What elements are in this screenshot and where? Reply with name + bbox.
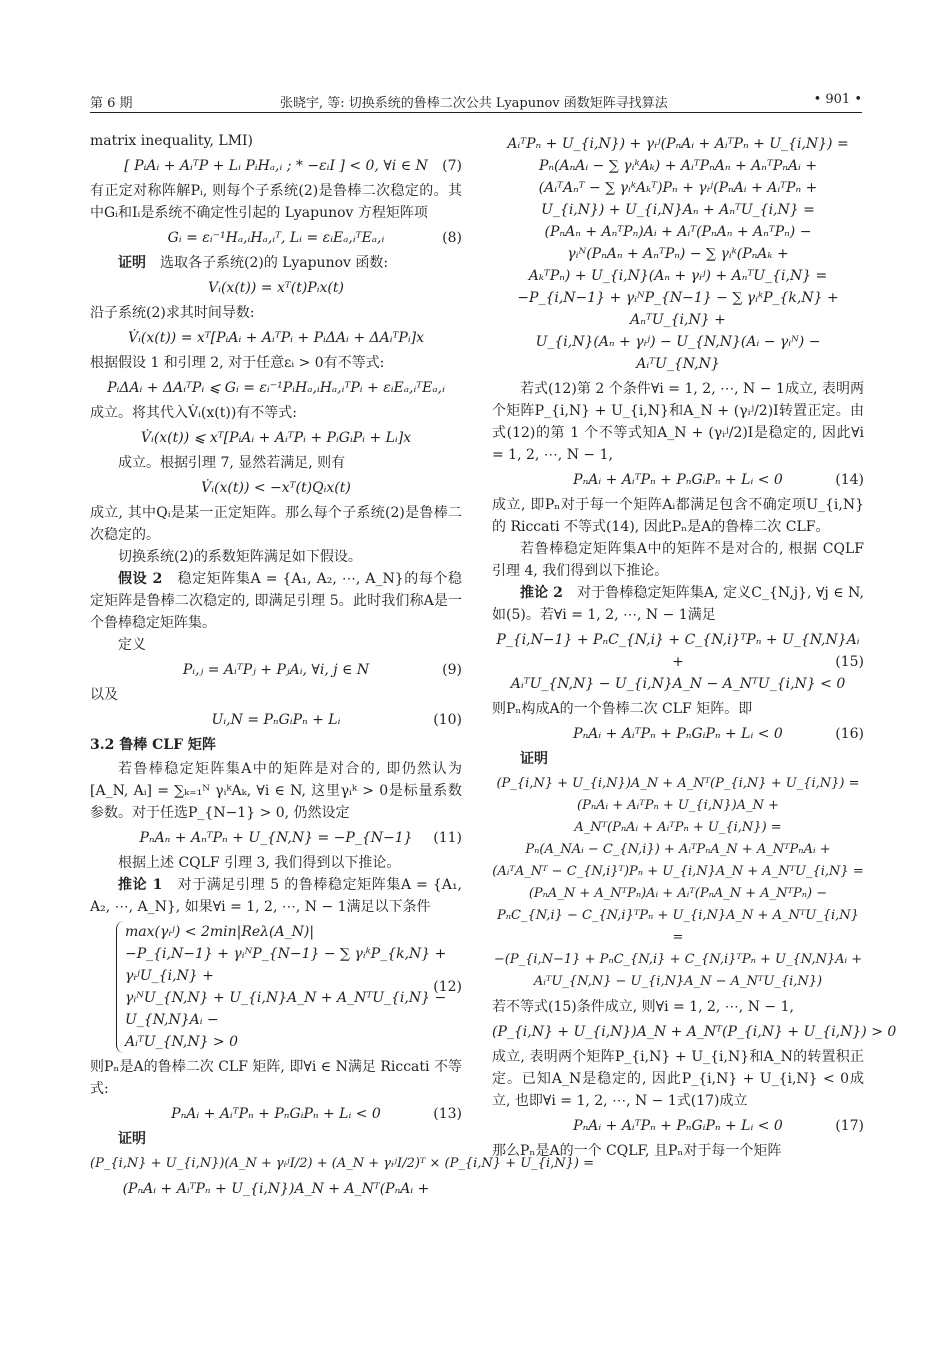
equation-derivative: V̇ᵢ(x(t)) = xᵀ[PᵢAᵢ + AᵢᵀPᵢ + PᵢΔAᵢ + ΔAᵢᵀPᵢ]x — [127, 330, 425, 346]
equation-11: PₙAₙ + AₙᵀPₙ + U_{N,N} = −P_{N−1} (11) — [139, 830, 462, 846]
equation-proof-line: (PₙAᵢ + AᵢᵀPₙ + U_{i,N})A_N + A_Nᵀ(PₙAᵢ + — [122, 1181, 430, 1197]
paragraph: 成立。将其代入V̇ᵢ(x(t))有不等式: — [90, 405, 298, 421]
proof-label: 证明 — [118, 1131, 146, 1147]
paragraph: 以及 — [90, 687, 118, 703]
equation-derivative-3: V̇ᵢ(x(t)) < −xᵀ(t)Qᵢx(t) — [201, 480, 351, 496]
proof-label: 证明 — [520, 751, 548, 767]
paragraph: 成立, 表明两个矩阵P_{i,N} + U_{i,N}和A_N的转置积正定。已知A_N是稳定的, 因此P_{i,N} + U_{i,N} < 0成立, 也即∀i = 1, 2, ⋯, N − 1式(17)成立 — [492, 1049, 864, 1109]
corollary-1: 推论 1 对于满足引理 5 的鲁棒稳定矩阵集A = {A₁, A₂, ⋯, A_N}, 如果∀i = 1, 2, ⋯, N − 1满足以下条件 — [90, 877, 463, 915]
paragraph: 切换系统(2)的系数矩阵满足如下假设。 — [118, 549, 362, 565]
page-number: • 901 • — [813, 92, 862, 107]
paragraph: 则Pₙ是A的鲁棒二次 CLF 矩阵, 即∀i ∈ N满足 Riccati 不等式: — [90, 1059, 462, 1097]
paragraph: 则Pₙ构成A的一个鲁棒二次 CLF 矩阵。即 — [492, 701, 753, 717]
equation-16: PₙAᵢ + AᵢᵀPₙ + PₙGᵢPₙ + Lᵢ < 0 (16) — [573, 726, 864, 742]
paragraph: 若鲁棒稳定矩阵集A中的矩阵不是对合的, 根据 CQLF 引理 4, 我们得到以下推论。 — [492, 541, 864, 579]
running-header — [90, 90, 862, 113]
equation-positive: (P_{i,N} + U_{i,N})A_N + A_Nᵀ(P_{i,N} + U_{i,N}) > 0 — [492, 1024, 897, 1040]
equation-17: PₙAᵢ + AᵢᵀPₙ + PₙGᵢPₙ + Lᵢ < 0 (17) — [573, 1118, 864, 1134]
paragraph: 沿子系统(2)求其时间导数: — [90, 305, 255, 321]
paragraph: 那么Pₙ是A的一个 CQLF, 且Pₙ对于每一个矩阵 — [492, 1143, 782, 1159]
equation-10: Uᵢ,N = PₙGᵢPₙ + Lᵢ (10) — [211, 712, 462, 728]
corollary-2: 推论 2 对于鲁棒稳定矩阵集A, 定义C_{N,j}, ∀j ∈ N, 如(5)。若∀i = 1, 2, ⋯, N − 1满足 — [492, 585, 864, 623]
paragraph: matrix inequality, LMI) — [90, 133, 254, 149]
equation-7: [ PᵢAᵢ + AᵢᵀP + Lᵢ PᵢHₐ,ᵢ ; * −εᵢI ] < 0, ∀i ∈ N (7) — [124, 158, 462, 174]
assumption-2: 假设 2 稳定矩阵集A = {A₁, A₂, ⋯, A_N}的每个稳定矩阵是鲁棒二次稳定的, 即满足引理 5。此时我们称A是一个鲁棒稳定矩阵集。 — [90, 571, 463, 631]
paragraph: 成立, 即Pₙ对于每一个矩阵Aᵢ都满足包含不确定项U_{i,N}的 Riccati 不等式(14), 因此Pₙ是A的鲁棒二次 CLF。 — [492, 497, 864, 535]
paragraph: 若鲁棒稳定矩阵集A中的矩阵是对合的, 即仍然认为[A_N, Aᵢ] = ∑ₖ₌₁ᴺ γᵢᵏAₖ, ∀i ∈ N, 这里γᵢᵏ > 0是标量系数参数。对于任选P_{N−1} > 0, 仍然设定 — [90, 761, 462, 821]
paragraph: 根据上述 CQLF 引理 3, 我们得到以下推论。 — [118, 855, 401, 871]
equation-9: Pᵢ,ⱼ = AᵢᵀPⱼ + PⱼAᵢ, ∀i, j ∈ N (9) — [182, 662, 462, 678]
equation-derivative-2: V̇ᵢ(x(t)) ⩽ xᵀ[PᵢAᵢ + AᵢᵀPᵢ + PᵢGᵢPᵢ + Lᵢ]x — [140, 430, 412, 446]
equation-proof-2: (P_{i,N} + U_{i,N})A_N + A_Nᵀ(P_{i,N} + U_{i,N}) = (PₙAᵢ + AᵢᵀPₙ + U_{i,N})A_N + A_Nᵀ(PₙAᵢ + AᵢᵀPₙ + U_{i,N}) = Pₙ(A_NAᵢ − C_{N,i}) + AᵢᵀPₙA_N + A_NᵀPₙAᵢ + (AᵢᵀA_Nᵀ − C_{N,i}ᵀ)Pₙ + U_{i,N}A_N + A_NᵀU_{i,N} = (PₙA_N + A_NᵀPₙ)Aᵢ + Aᵢᵀ(PₙA_N + A_NᵀPₙ) − PₙC_{N,i} − C_{N,i}ᵀPₙ + U_{i,N}A_N + A_NᵀU_{i,N} = −(P_{i,N−1} + PₙC_{N,i} + C_{N,i}ᵀPₙ + U_{N,N}Aᵢ + AᵢᵀU_{N,N} − U_{i,N}A_N − A_NᵀU_{i,N}) — [492, 776, 864, 989]
equation-12: max(γᵢʲ) < 2min|Reλ(A_N)| −P_{i,N−1} + γᵢᴺP_{N−1} − ∑ γᵢᵏP_{k,N} + γᵢʲU_{i,N} + γᵢᴺU_{N,N} + U_{i,N}A_N + A_NᵀU_{i,N} − U_{N,N}Aᵢ − AᵢᵀU_{N,N} > 0 (12) — [90, 921, 462, 1053]
paragraph: 有正定对称阵解Pᵢ, 则每个子系统(2)是鲁棒二次稳定的。其中Gᵢ和Iᵢ是系统不确定性引起的 Lyapunov 方程矩阵项 — [90, 183, 462, 221]
paragraph: 若式(12)第 2 个条件∀i = 1, 2, ⋯, N − 1成立, 表明两个矩阵P_{i,N} + U_{i,N}和A_N + (γᵢʲ/2)I转置正定。由式(12)的第 1 个不等式知A_N + (γᵢʲ/2)I是稳定的, 因此∀i = 1, 2, ⋯, N − 1, — [492, 381, 864, 463]
equation-proof-line: (P_{i,N} + U_{i,N})(A_N + γᵢʲI/2) + (A_N + γᵢʲI/2)ᵀ × (P_{i,N} + U_{i,N}) = — [90, 1156, 594, 1171]
equation-13: PₙAᵢ + AᵢᵀPₙ + PₙGᵢPₙ + Lᵢ < 0 (13) — [171, 1106, 462, 1122]
equation-lyapunov: Vᵢ(x(t)) = xᵀ(t)Pᵢx(t) — [208, 280, 344, 296]
paragraph: 成立, 其中Qᵢ是某一正定矩阵。那么每个子系统(2)是鲁棒二次稳定的。 — [90, 505, 462, 543]
equation-proof-derivation: AᵢᵀPₙ + U_{i,N}) + γᵢʲ(PₙAᵢ + AᵢᵀPₙ + U_{i,N}) = Pₙ(AₙAᵢ − ∑ γᵢᵏAₖ) + AᵢᵀPₙAₙ + AₙᵀPₙAᵢ + (AᵢᵀAₙᵀ − ∑ γᵢᵏAₖᵀ)Pₙ + γᵢʲ(PₙAᵢ + AᵢᵀPₙ + U_{i,N}) + U_{i,N}Aₙ + AₙᵀU_{i,N} = (PₙAₙ + AₙᵀPₙ)Aᵢ + Aᵢᵀ(PₙAₙ + AₙᵀPₙ) − γᵢᴺ(PₙAₙ + AₙᵀPₙ) − ∑ γᵢᵏ(PₙAₖ + AₖᵀPₙ) + U_{i,N}(Aₙ + γᵢʲ) + AₙᵀU_{i,N} = −P_{i,N−1} + γᵢᴺP_{N−1} − ∑ γᵢᵏP_{k,N} + AₙᵀU_{i,N} + U_{i,N}(Aₙ + γᵢʲ) − U_{N,N}(Aᵢ − γᵢᴺ) − AᵢᵀU_{N,N} — [507, 136, 849, 372]
left-column — [90, 130, 594, 1203]
paragraph: 根据假设 1 和引理 2, 对于任意εᵢ > 0有不等式: — [90, 355, 385, 371]
right-column — [492, 130, 897, 1162]
equation-14: PₙAᵢ + AᵢᵀPₙ + PₙGᵢPₙ + Lᵢ < 0 (14) — [573, 472, 864, 488]
equation-8: Gᵢ = εᵢ⁻¹Hₐ,ᵢHₐ,ᵢᵀ, Lᵢ = εᵢEₐ,ᵢᵀEₐ,ᵢ (8) — [167, 230, 462, 246]
paragraph: 定义 — [118, 637, 146, 653]
running-title: 张晓宇, 等: 切换系统的鲁棒二次公共 Lyapunov 函数矩阵寻找算法 — [280, 96, 668, 111]
paragraph: 成立。根据引理 7, 显然若满足, 则有 — [118, 455, 346, 471]
paragraph: 若不等式(15)条件成立, 则∀i = 1, 2, ⋯, N − 1, — [492, 999, 794, 1015]
equation-inequality: PᵢΔAᵢ + ΔAᵢᵀPᵢ ⩽ Gᵢ = εᵢ⁻¹PᵢHₐ,ᵢHₐ,ᵢᵀPᵢ + εᵢEₐ,ᵢᵀEₐ,ᵢ — [107, 380, 445, 396]
proof-intro: 证明 选取各子系统(2)的 Lyapunov 函数: — [118, 255, 389, 271]
section-heading: 3.2 鲁棒 CLF 矩阵 — [90, 737, 216, 753]
issue-number: 第 6 期 — [90, 96, 133, 111]
equation-15: P_{i,N−1} + PₙC_{N,i} + C_{N,i}ᵀPₙ + U_{N,N}Aᵢ + AᵢᵀU_{N,N} − U_{i,N}A_N − A_NᵀU_{i,N} < 0 (15) — [496, 632, 864, 692]
